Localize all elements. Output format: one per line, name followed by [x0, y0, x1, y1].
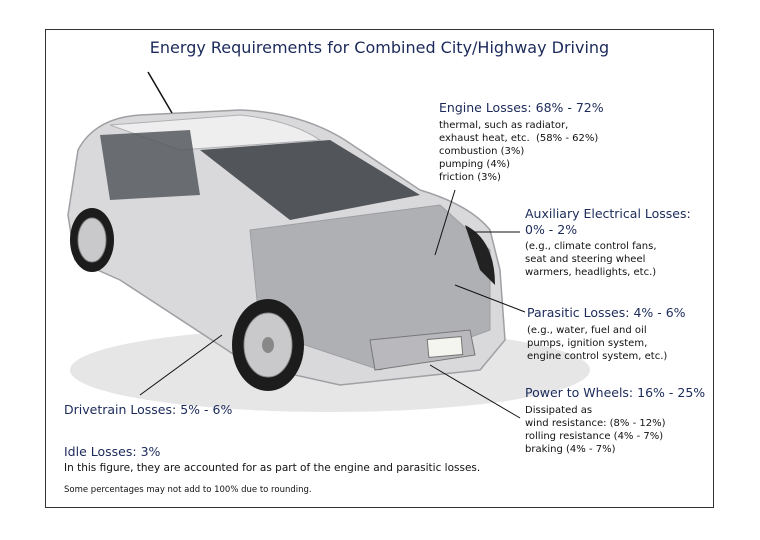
- car-rear-wheel: [70, 208, 114, 272]
- page-title: Energy Requirements for Combined City/Highway Driving: [149, 38, 610, 57]
- drivetrain-losses-heading: Drivetrain Losses: 5% - 6%: [64, 402, 233, 417]
- auxiliary-losses-heading: Auxiliary Electrical Losses:: [525, 206, 691, 221]
- car-side-window: [100, 130, 200, 200]
- antenna: [148, 72, 172, 113]
- auxiliary-losses-details: (e.g., climate control fans, seat and steering wheel warmers, headlights, etc.): [525, 241, 657, 278]
- idle-losses-heading: Idle Losses: 3%: [64, 444, 161, 459]
- power-to-wheels-heading: Power to Wheels: 16% - 25%: [525, 385, 706, 400]
- auxiliary-losses-range: 0% - 2%: [525, 222, 578, 237]
- car-license-plate: [427, 337, 462, 358]
- parasitic-losses-details: (e.g., water, fuel and oil pumps, ignition system, engine control system, etc.): [527, 325, 668, 362]
- power-to-wheels-details: Dissipated as wind resistance: (8% - 12%) rolling resistance (4% - 7%) braking (4% - 7%): [525, 405, 666, 455]
- car-front-wheel: [232, 299, 304, 391]
- rounding-footnote: Some percentages may not add to 100% due to rounding.: [64, 485, 312, 495]
- engine-losses-heading: Engine Losses: 68% - 72%: [439, 100, 604, 115]
- engine-losses-details: thermal, such as radiator, exhaust heat, etc. (58% - 62%) combustion (3%) pumping (4%) friction (3%): [439, 120, 599, 183]
- parasitic-losses-heading: Parasitic Losses: 4% - 6%: [527, 305, 686, 320]
- idle-losses-note: In this figure, they are accounted for as part of the engine and parasitic losses.: [64, 462, 481, 474]
